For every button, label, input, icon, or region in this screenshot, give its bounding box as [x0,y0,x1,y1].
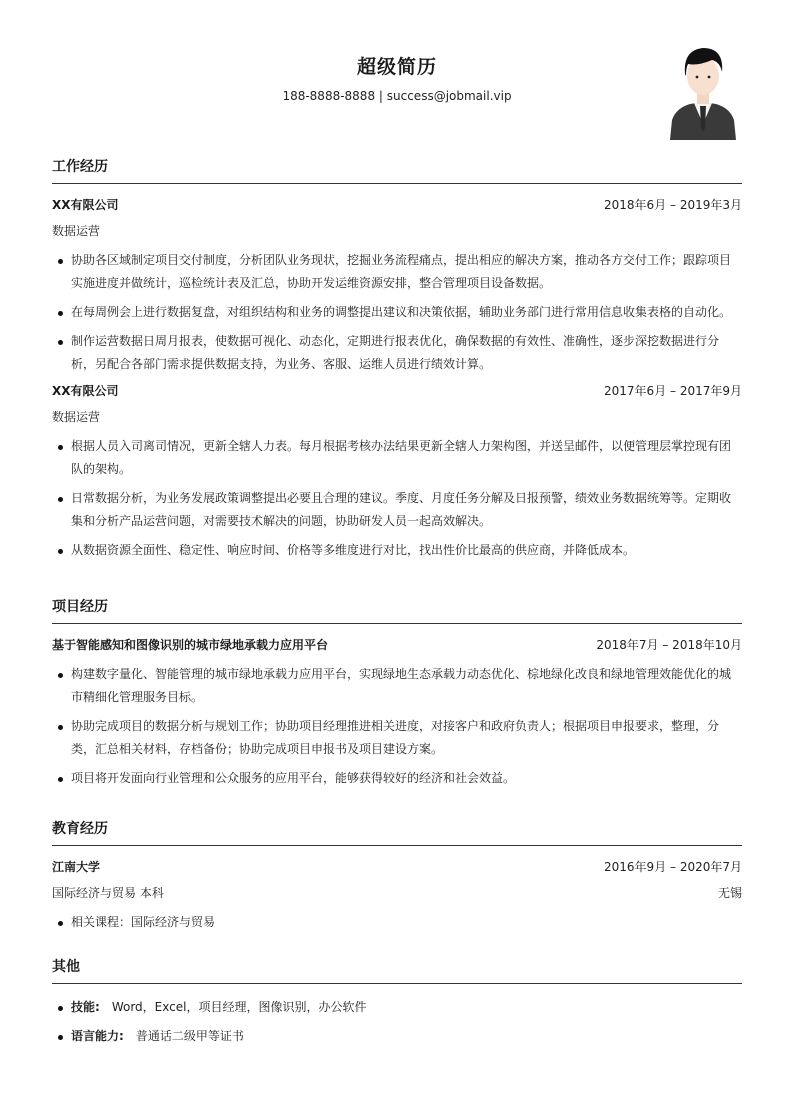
skills-item [71,996,742,1019]
list-item: 日常数据分析，为业务发展政策调整提出必要且合理的建议。季度、月度任务分解及日报预警，绩效业务数据统筹等。定期收集和分析产品运营问题，对需要技术解决的问题，协助研发人员一起高效解决。 [71,487,742,533]
list-item: 项目将开发面向行业管理和公众服务的应用平台，能够获得较好的经济和社会效益。 [71,767,742,790]
company-name: XX有限公司 [52,198,119,212]
school-location: 无锡 [717,886,742,900]
list-item: 从数据资源全面性、稳定性、响应时间、价格等多维度进行对比，找出性价比最高的供应商，并降低成本。 [71,539,742,562]
bullet-list [52,663,742,790]
other-section [52,956,742,1054]
bullet-list [52,249,742,376]
list-item: 构建数字量化、智能管理的城市绿地承载力应用平台，实现绿地生态承载力动态优化、棕地绿化改良和绿地管理效能优化的城市精细化管理服务目标。 [71,663,742,709]
section-title-education: 教育经历 [52,818,742,846]
skills-label: 技能: [71,1000,100,1014]
list-item: 协助各区域制定项目交付制度，分析团队业务现状，挖掘业务流程痛点，提出相应的解决方案，推动各方交付工作；跟踪项目实施进度并做统计，巡检统计表及汇总，协助开发运维资源安排，整合管理项目设备数据。 [71,249,742,295]
work-experience-section [52,156,742,568]
section-title-other: 其他 [52,956,742,984]
resume-header [52,0,742,150]
language-label: 语言能力: [71,1029,124,1043]
language-value: 普通话二级甲等证书 [135,1029,244,1043]
list-item: 协助完成项目的数据分析与规划工作；协助项目经理推进相关进度，对接客户和政府负责人；根据项目申报要求，整理，分类，汇总相关材料，存档备份；协助完成项目申报书及项目建设方案。 [71,715,742,761]
avatar [668,44,738,140]
project-name: 基于智能感知和图像识别的城市绿地承载力应用平台 [52,638,329,652]
bullet-list [52,996,742,1048]
work-entry [52,196,742,376]
skills-value: Word，Excel，项目经理，图像识别，办公软件 [111,1000,367,1014]
resume-page [52,0,742,1043]
section-title-work: 工作经历 [52,156,742,184]
job-role: 数据运营 [52,410,101,424]
school-name: 江南大学 [52,860,101,874]
date-range: 2017年6月 – 2017年9月 [604,384,742,398]
bullet-list [52,911,742,934]
date-range: 2018年7月 – 2018年10月 [596,638,742,652]
contact-info: 188-8888-8888 | success@jobmail.vip [282,89,512,103]
company-name: XX有限公司 [52,384,119,398]
date-range: 2018年6月 – 2019年3月 [604,198,742,212]
work-entry [52,382,742,562]
list-item: 在每周例会上进行数据复盘，对组织结构和业务的调整提出建议和决策依据，辅助业务部门进行常用信息收集表格的自动化。 [71,301,742,324]
section-title-project: 项目经历 [52,596,742,624]
candidate-name: 超级简历 [356,56,437,78]
education-section [52,818,742,940]
bullet-list [52,435,742,562]
list-item: 相关课程：国际经济与贸易 [71,911,742,934]
list-item: 根据人员入司离司情况，更新全辖人力表。每月根据考核办法结果更新全辖人力架构图，并送呈邮件，以便管理层掌控现有团队的架构。 [71,435,742,481]
major-degree: 国际经济与贸易 本科 [52,886,164,900]
language-item [71,1025,742,1048]
date-range: 2016年9月 – 2020年7月 [604,860,742,874]
job-role: 数据运营 [52,224,101,238]
project-experience-section [52,596,742,796]
list-item: 制作运营数据日周月报表，使数据可视化、动态化，定期进行报表优化，确保数据的有效性、准确性，逐步深挖数据进行分析，另配合各部门需求提供数据支持，为业务、客服、运维人员进行绩效计算。 [71,330,742,376]
